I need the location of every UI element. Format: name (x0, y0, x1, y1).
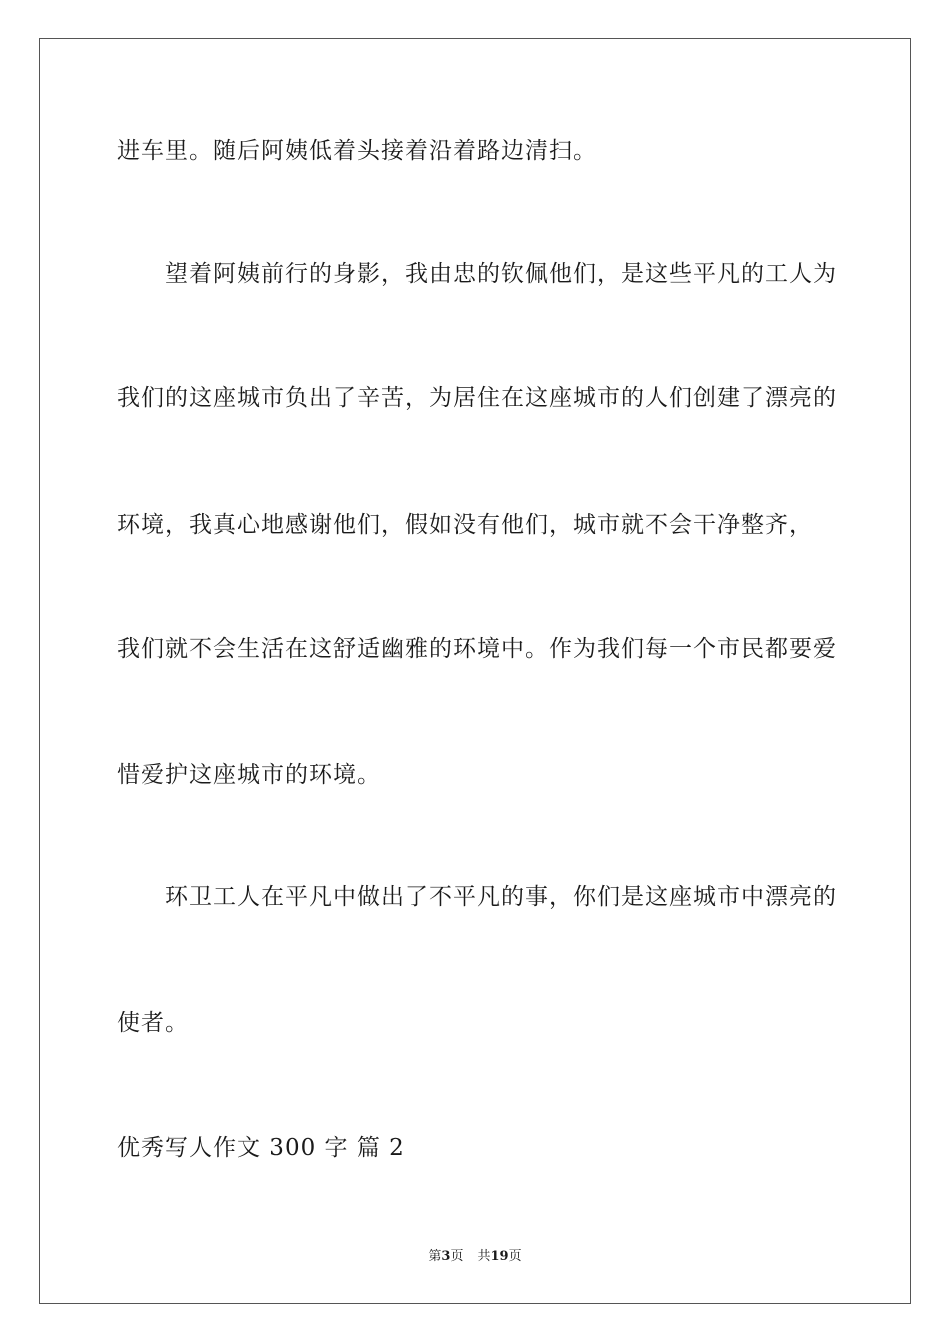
page-number: 3 (441, 1249, 451, 1264)
page-border (39, 38, 911, 1304)
paragraph-line: 使者。 (117, 1010, 189, 1036)
paragraph-line: 望着阿姨前行的身影，我由忠的钦佩他们，是这些平凡的工人为 (165, 261, 837, 287)
paragraph-line: 我们就不会生活在这舒适幽雅的环境中。作为我们每一个市民都要爱 (117, 636, 837, 662)
total-suffix: 页 (508, 1249, 522, 1264)
page-suffix: 页 (450, 1249, 464, 1264)
total-prefix: 共 (477, 1249, 491, 1264)
page-prefix: 第 (428, 1249, 442, 1264)
page-footer (0, 1249, 950, 1265)
section-heading: 优秀写人作文 300 字 篇 2 (117, 1135, 405, 1161)
total-pages: 19 (490, 1249, 509, 1264)
paragraph-line: 惜爱护这座城市的环境。 (117, 762, 381, 788)
paragraph-line: 环卫工人在平凡中做出了不平凡的事，你们是这座城市中漂亮的 (165, 884, 837, 910)
paragraph-line: 进车里。随后阿姨低着头接着沿着路边清扫。 (117, 138, 597, 164)
paragraph-line: 环境，我真心地感谢他们，假如没有他们，城市就不会干净整齐， (117, 512, 813, 538)
paragraph-line: 我们的这座城市负出了辛苦，为居住在这座城市的人们创建了漂亮的 (117, 385, 837, 411)
